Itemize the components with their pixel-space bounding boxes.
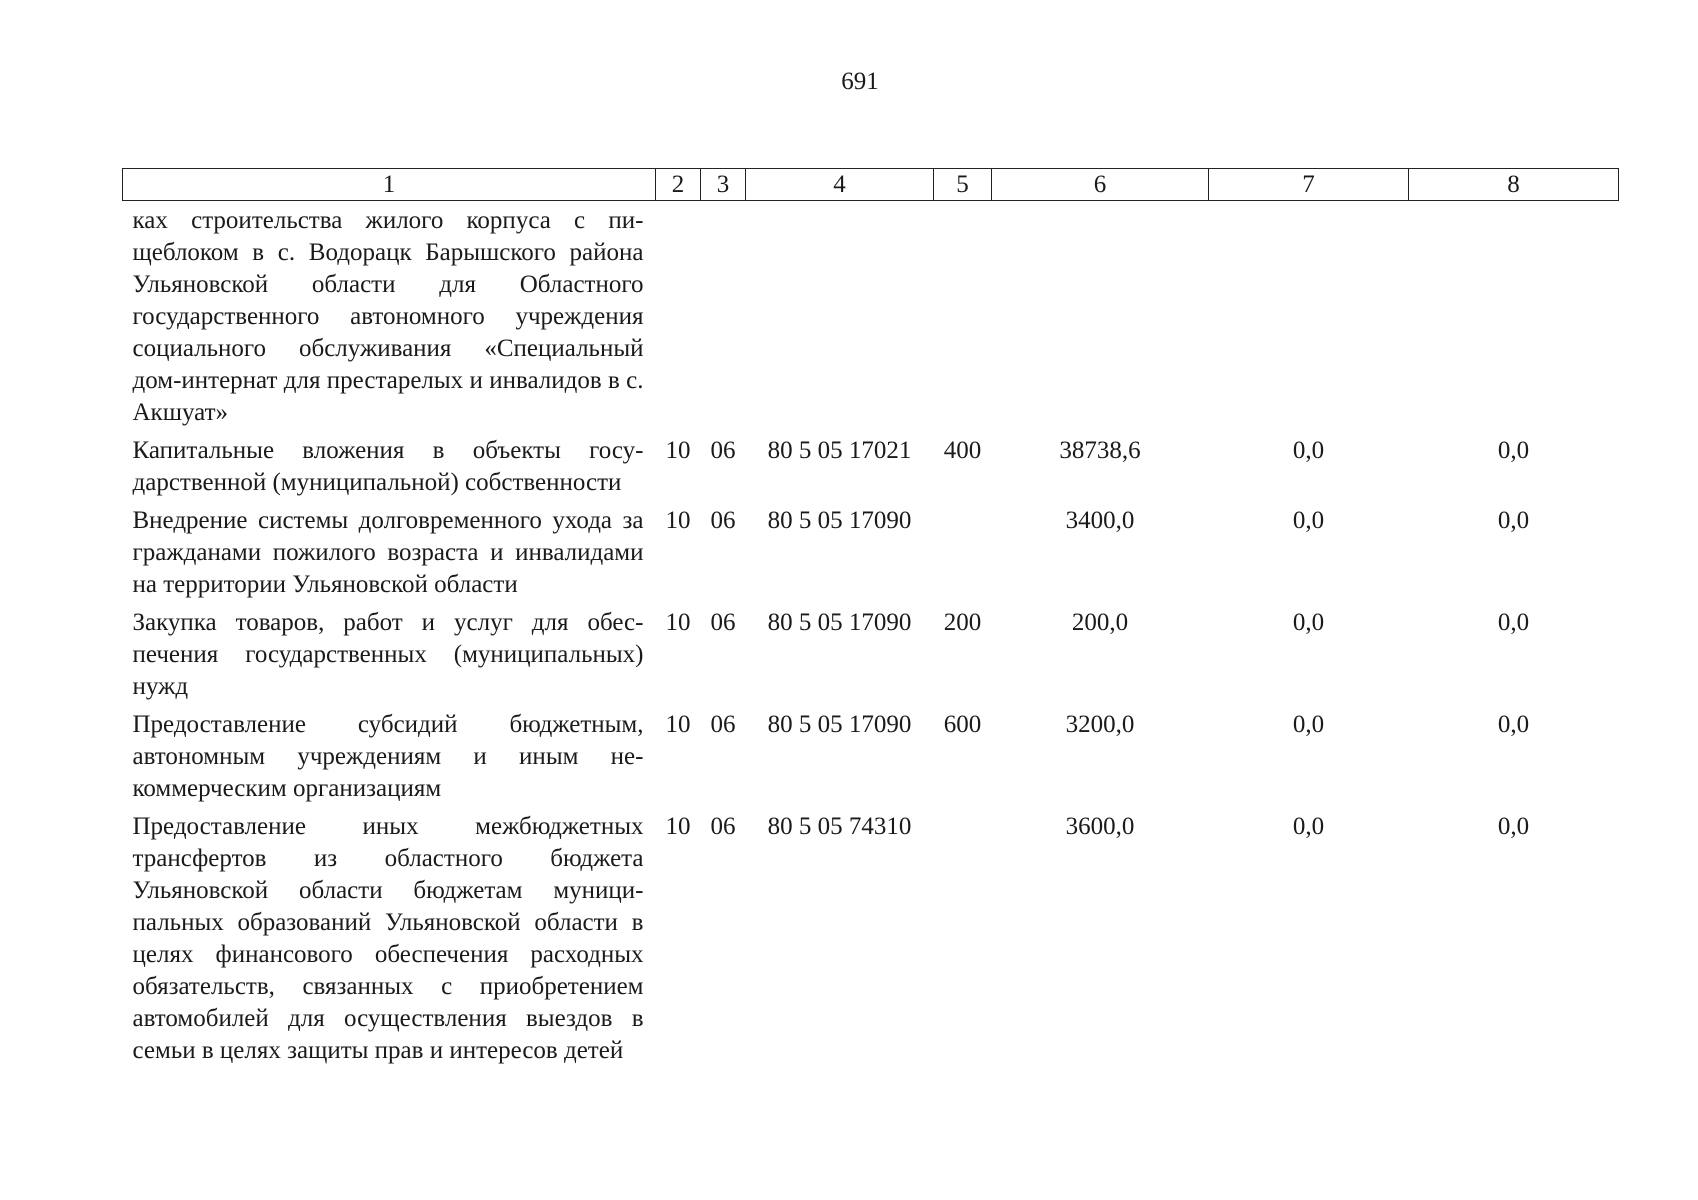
cell-amount-2: 0,0	[1292, 437, 1325, 464]
cell-section: 10	[665, 609, 691, 636]
cell-subsection: 06	[710, 813, 736, 840]
row-description: Предоставление субсидий бюджетным, автономным учреждениям и иным некоммерческим организациям	[132, 711, 644, 802]
header-col-4: 4	[746, 169, 934, 201]
page-number: 691	[841, 68, 879, 95]
cell-amount-3	[1409, 201, 1619, 430]
cell-subsection: 06	[710, 437, 736, 464]
row-description: ках строительства жилого корпуса с пищеблоком в с. Водорацк Барышского района Ульяновской области для Областного государственного автономного учреждения социального обслуживания «Специальный дом-интернат для престарелых и инвалидов в с. Акшуат»	[132, 207, 644, 426]
cell-target-article: 80 5 05 17090	[767, 609, 912, 636]
budget-table	[122, 168, 1619, 1067]
cell-amount-3: 0,0	[1497, 609, 1530, 636]
table-row	[123, 429, 1619, 499]
cell-amount-3: 0,0	[1497, 507, 1530, 534]
cell-amount-3: 0,0	[1497, 711, 1530, 738]
cell-target-article: 80 5 05 17090	[767, 711, 912, 738]
cell-amount-2: 0,0	[1292, 507, 1325, 534]
cell-expense-type	[934, 201, 992, 430]
table-row	[123, 601, 1619, 703]
cell-amount-2: 0,0	[1292, 609, 1325, 636]
header-col-3: 3	[701, 169, 746, 201]
cell-subsection: 06	[710, 507, 736, 534]
cell-amount-1: 38738,6	[1059, 437, 1141, 464]
cell-subsection	[701, 201, 746, 430]
cell-expense-type: 600	[943, 711, 982, 738]
cell-amount-1: 3600,0	[1065, 813, 1135, 840]
cell-expense-type: 400	[943, 437, 982, 464]
header-row	[123, 169, 1619, 201]
cell-amount-3: 0,0	[1497, 813, 1530, 840]
table-row	[123, 703, 1619, 805]
cell-section: 10	[665, 437, 691, 464]
cell-amount-1	[992, 201, 1209, 430]
row-description: Капитальные вложения в объекты государственной (муниципальной) собственности	[132, 437, 644, 496]
table-row	[123, 805, 1619, 1067]
cell-expense-type: 200	[943, 609, 982, 636]
cell-target-article: 80 5 05 17021	[767, 437, 912, 464]
cell-amount-1: 3400,0	[1065, 507, 1135, 534]
header-col-7: 7	[1209, 169, 1409, 201]
header-col-1: 1	[123, 169, 656, 201]
header-col-8: 8	[1409, 169, 1619, 201]
cell-subsection: 06	[710, 609, 736, 636]
cell-amount-2: 0,0	[1292, 711, 1325, 738]
cell-section: 10	[665, 813, 691, 840]
cell-expense-type	[934, 499, 992, 601]
cell-section: 10	[665, 507, 691, 534]
row-description: Предоставление иных межбюджетных трансфертов из областного бюджета Ульяновской области бюджетам муниципальных образований Ульяновской области в целях финансового обеспечения расходных обязательств, связанных с приобретением автомобилей для осуществления выездов в семьи в целях защиты прав и интересов детей	[132, 813, 644, 1064]
header-col-6: 6	[992, 169, 1209, 201]
cell-target-article: 80 5 05 74310	[767, 813, 912, 840]
cell-target-article: 80 5 05 17090	[767, 507, 912, 534]
header-col-5: 5	[934, 169, 992, 201]
table-row	[123, 499, 1619, 601]
cell-amount-2: 0,0	[1292, 813, 1325, 840]
cell-section	[656, 201, 701, 430]
row-description: Закупка товаров, работ и услуг для обеспечения государственных (муниципальных) нужд	[132, 609, 644, 700]
header-col-2: 2	[656, 169, 701, 201]
cell-amount-3: 0,0	[1497, 437, 1530, 464]
cell-amount-1: 200,0	[1071, 609, 1129, 636]
cell-amount-2	[1209, 201, 1409, 430]
row-description: Внедрение системы долговременного ухода за гражданами пожилого возраста и инвалидами на территории Ульяновской области	[132, 507, 644, 598]
cell-section: 10	[665, 711, 691, 738]
cell-target-article	[746, 201, 934, 430]
cell-subsection: 06	[710, 711, 736, 738]
cell-amount-1: 3200,0	[1065, 711, 1135, 738]
cell-expense-type	[934, 805, 992, 1067]
table-row	[123, 201, 1619, 430]
